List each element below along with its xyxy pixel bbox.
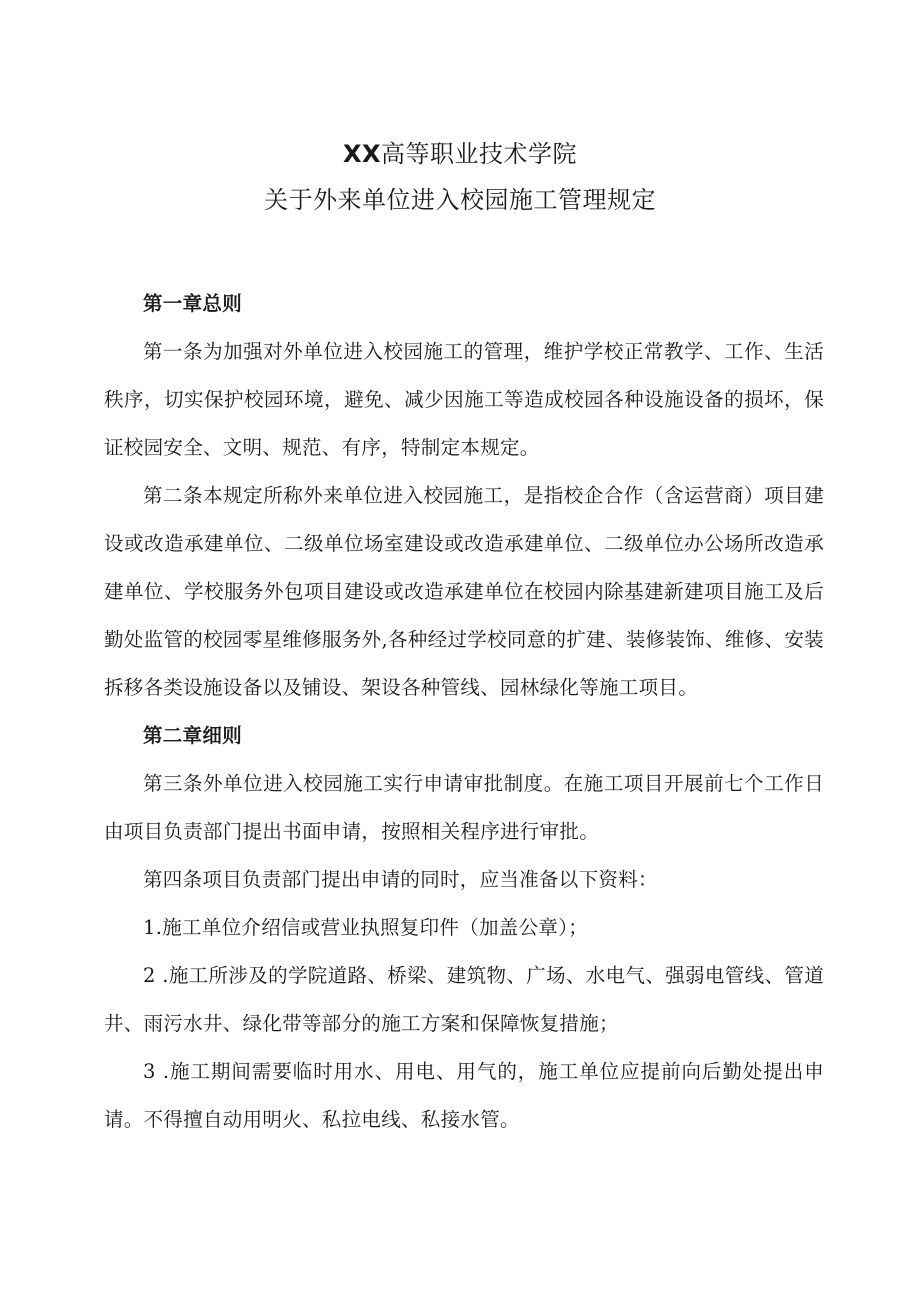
article-4: 第四条项目负责部门提出申请的同时，应当准备以下资料： (143, 868, 658, 891)
chapter-1-heading: 第一章总则 (143, 292, 243, 315)
article-3: 第三条外单位进入校园施工实行申请审批制度。在施工项目开展前七个工作日由项目负责部门提出书面申请，按照相关程序进行审批。 (104, 772, 824, 843)
list-item-1: 1.施工单位介绍信或营业执照复印件（加盖公章）； (143, 916, 589, 939)
chapter-2-heading: 第二章细则 (143, 724, 243, 747)
list-item-3: 3 .施工期间需要临时用水、用电、用气的，施工单位应提前向后勤处提出申请。不得擅自动用明火、私拉电线、私接水管。 (104, 1060, 824, 1131)
document-title-line2: 关于外来单位进入校园施工管理规定 (264, 186, 656, 214)
list-item-2: 2 .施工所涉及的学院道路、桥梁、建筑物、广场、水电气、强弱电管线、管道井、雨污水井、绿化带等部分的施工方案和保障恢复措施； (104, 964, 824, 1035)
article-1: 第一条为加强对外单位进入校园施工的管理，维护学校正常教学、工作、生活秩序，切实保护校园环境，避免、减少因施工等造成校园各种设施设备的损坏，保证校园安全、文明、规范、有序，特制定本规定。 (104, 340, 824, 459)
title-school-name: 高等职业技术学院 (381, 140, 577, 168)
document-title-line1 (0, 138, 920, 170)
document-body (104, 280, 824, 1144)
title-school-code: XX (342, 140, 381, 168)
article-2: 第二条本规定所称外来单位进入校园施工，是指校企合作（含运营商）项目建设或改造承建单位、二级单位场室建设或改造承建单位、二级单位办公场所改造承建单位、学校服务外包项目建设或改造承建单位在校园内除基建新建项目施工及后勤处监管的校园零星维修服务外,各种经过学校同意的扩建、装修装饰、维修、安装拆移各类设施设备以及铺设、架设各种管线、园林绿化等施工项目。 (104, 484, 824, 699)
